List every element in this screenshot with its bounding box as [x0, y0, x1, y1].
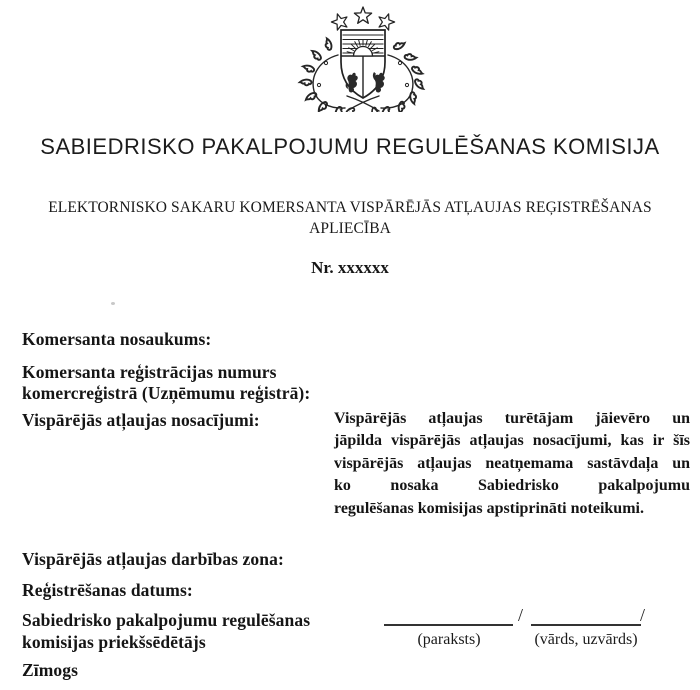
conditions-text	[334, 408, 690, 520]
chairman-label-line: Sabiedrisko pakalpojumu regulēšanas	[22, 610, 311, 630]
name-caption: (vārds, uzvārds)	[534, 631, 638, 648]
document-title-line: APLIECĪBA	[309, 220, 391, 237]
registration-number-label-line: Komersanta reģistrācijas numurs	[22, 362, 277, 382]
stamp-label: Zīmogs	[22, 660, 79, 680]
organization-name: SABIEDRISKO PAKALPOJUMU REGULĒŠANAS KOMISIJA	[40, 134, 660, 159]
conditions-text-line: ko nosaka Sabiedrisko pakalpojumu	[334, 477, 690, 495]
zone-label: Vispārējās atļaujas darbības zona:	[22, 549, 284, 569]
registration-number-label	[22, 362, 310, 403]
conditions-text-line: regulēšanas komisijas apstiprināti noteikumi.	[334, 499, 644, 517]
registration-number-label-line: komercreģistrā (Uzņēmumu reģistrā):	[22, 382, 311, 403]
merchant-name-label: Komersanta nosaukums:	[22, 329, 212, 349]
conditions-text-line: vispārējās atļaujas neatņemama sastāvdaļa un	[334, 454, 690, 472]
scan-artifact	[111, 302, 115, 305]
latvia-coat-of-arms-icon	[293, 4, 433, 112]
signature-caption: (paraksts)	[417, 631, 481, 648]
registration-date-label: Reģistrēšanas datums:	[22, 580, 193, 600]
conditions-text-line: jāpilda vispārējās atļaujas nosacījumi, kas ir šīs	[334, 432, 690, 450]
document-number: Nr. xxxxxx	[311, 258, 389, 277]
chairman-label	[22, 610, 310, 653]
chairman-label-line: komisijas priekšsēdētājs	[22, 631, 206, 652]
name-line	[531, 609, 641, 626]
signature-line	[384, 609, 513, 626]
conditions-text-line: Vispārējās atļaujas turētājam jāievēro un	[334, 410, 690, 427]
slash-separator: /	[518, 605, 524, 625]
slash-end: /	[640, 605, 646, 625]
document-title	[4, 197, 696, 239]
three-stars	[330, 7, 397, 31]
document-title-line: ELEKTORNISKO SAKARU KOMERSANTA VISPĀRĒJĀS ATĻAUJAS REĢISTRĒŠANAS	[48, 199, 652, 216]
conditions-label: Vispārējās atļaujas nosacījumi:	[22, 410, 260, 430]
